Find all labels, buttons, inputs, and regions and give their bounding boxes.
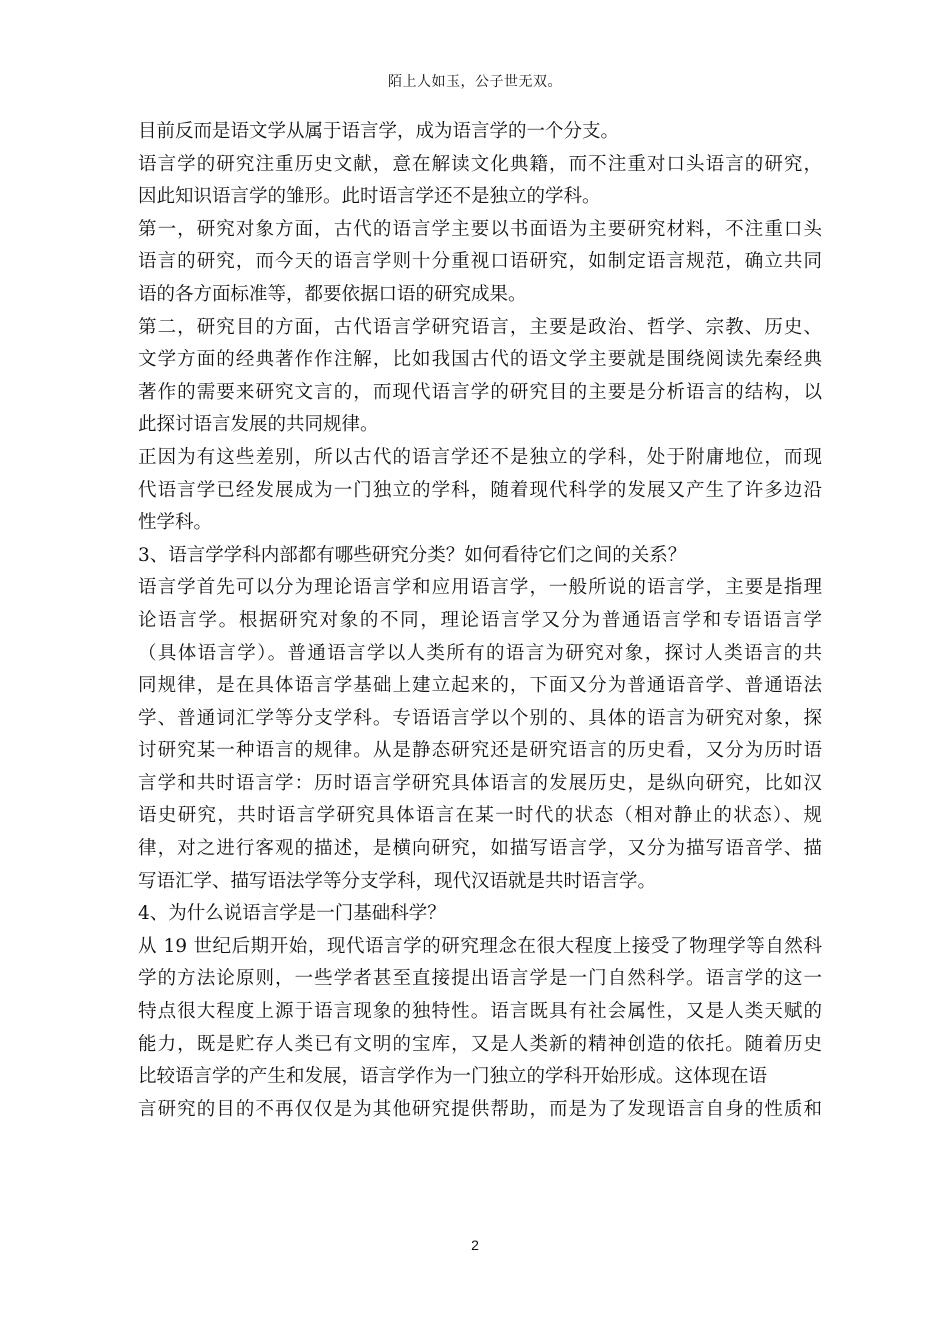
text-line: 语言的研究，而今天的语言学则十分重视口语研究，如制定语言规范，确立共同: [138, 251, 822, 273]
text-line: 论语言学。根据研究对象的不同，理论语言学又分为普通语言学和专语语言学: [138, 609, 822, 631]
text-line: 代语言学已经发展成为一门独立的学科，随着现代科学的发展又产生了许多边沿: [138, 479, 822, 501]
text-line: 目前反而是语文学从属于语言学，成为语言学的一个分支。: [138, 121, 620, 142]
document-body: [138, 116, 822, 1126]
text-line: 因此知识语言学的雏形。此时语言学还不是独立的学科。: [138, 186, 601, 208]
text-line: 能力，既是贮存人类已有文明的宝库，又是人类新的精神创造的依托。随着历史: [138, 1033, 822, 1055]
text-line: 特点很大程度上源于语言现象的独特性。语言既具有社会属性，又是人类天赋的: [138, 1001, 822, 1023]
text-line: 第二，研究目的方面，古代语言学研究语言，主要是政治、哲学、宗教、历史、: [138, 316, 822, 338]
text-line: （具体语言学）。普通语言学以人类所有的语言为研究对象，探讨人类语言的共: [138, 642, 822, 664]
text-line: 讨研究某一种语言的规律。从是静态研究还是研究语言的历史看，又分为历时语: [138, 740, 822, 762]
text-line: 语的各方面标准等，都要依据口语的研究成果。: [138, 283, 527, 305]
text-line: 律，对之进行客观的描述，是横向研究，如描写语言学，又分为描写语音学、描: [138, 838, 822, 860]
text-line: 著作的需要来研究文言的，而现代语言学的研究目的主要是分析语言的结构，以: [138, 381, 822, 403]
text-line: 第一，研究对象方面，古代的语言学主要以书面语为主要研究材料，不注重口头: [138, 218, 822, 240]
text-line: 此探讨语言发展的共同规律。: [138, 414, 379, 436]
text-line: 学、普通词汇学等分支学科。专语语言学以个别的、具体的语言为研究对象，探: [138, 707, 822, 729]
page-number: 2: [471, 1237, 479, 1253]
text-line: 语言学的研究注重历史文献，意在解读文化典籍，而不注重对口头语言的研究，: [138, 153, 822, 175]
text-line: 正因为有这些差别，所以古代的语言学还不是独立的学科，处于附庸地位，而现: [138, 446, 822, 468]
page-header: [0, 72, 950, 92]
text-line: 学的方法论原则，一些学者甚至直接提出语言学是一门自然科学。语言学的这一: [138, 968, 822, 990]
text-line: 文学方面的经典著作作注解，比如我国古代的语文学主要就是围绕阅读先秦经典: [138, 349, 822, 371]
text-line: 从 19 世纪后期开始，现代语言学的研究理念在很大程度上接受了物理学等自然科: [138, 935, 822, 957]
header-motto: 陌上人如玉，公子世无双。: [388, 74, 562, 90]
section-heading: 3、语言学学科内部都有哪些研究分类？如何看待它们之间的关系？: [138, 544, 687, 566]
section-heading: 4、为什么说语言学是一门基础科学？: [138, 903, 446, 925]
text-line: 语言学首先可以分为理论语言学和应用语言学，一般所说的语言学，主要是指理: [138, 577, 822, 599]
text-line: 语史研究，共时语言学研究具体语言在某一时代的状态（相对静止的状态）、规: [138, 805, 822, 827]
text-line: 写语汇学、描写语法学等分支学科，现代汉语就是共时语言学。: [138, 870, 657, 892]
text-line: 言研究的目的不再仅仅是为其他研究提供帮助，而是为了发现语言自身的性质和: [138, 1098, 822, 1120]
text-line: 言学和共时语言学：历时语言学研究具体语言的发展历史，是纵向研究，比如汉: [138, 772, 822, 794]
text-line: 性学科。: [138, 512, 213, 534]
text-line: 比较语言学的产生和发展，语言学作为一门独立的学科开始形成。这体现在语: [138, 1066, 768, 1088]
text-line: 同规律，是在具体语言学基础上建立起来的，下面又分为普通语音学、普通语法: [138, 675, 822, 697]
